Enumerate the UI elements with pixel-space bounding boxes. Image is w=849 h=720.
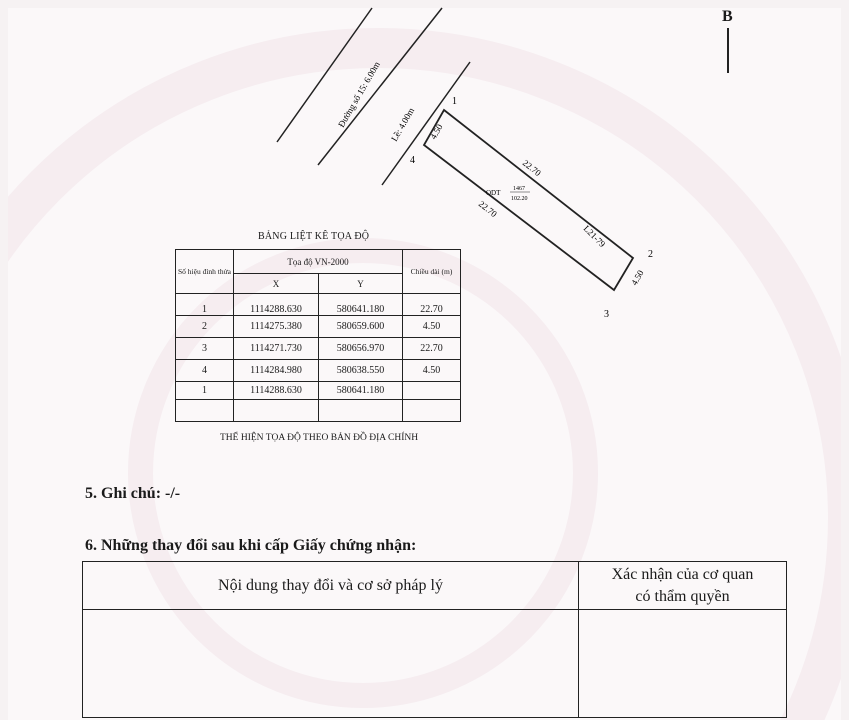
parcel-number: 1467 <box>513 186 525 192</box>
edge-length-left: 4.50 <box>428 122 445 141</box>
cell-y: 580641.180 <box>319 382 403 400</box>
cell-x: 1114288.630 <box>234 382 319 400</box>
changes-confirm-header <box>579 562 787 610</box>
parcel-label: ODT <box>486 189 501 197</box>
changes-content-header: Nội dung thay đổi và cơ sở pháp lý <box>83 562 579 610</box>
cell-x: 1114284.980 <box>234 360 319 382</box>
coord-table-note: THỂ HIỆN TỌA ĐỘ THEO BẢN ĐỒ ĐỊA CHÍNH <box>220 433 419 443</box>
table-row-empty <box>176 400 461 422</box>
road-edge-left <box>277 8 372 142</box>
north-label: B <box>722 8 733 25</box>
cell-point: 1 <box>176 294 234 316</box>
cell-x: 1114271.730 <box>234 338 319 360</box>
cell-length: 4.50 <box>403 316 461 338</box>
cell-point: 2 <box>176 316 234 338</box>
sheet-label: L21-79 <box>581 223 608 250</box>
coord-table-title: BẢNG LIỆT KÊ TỌA ĐỘ <box>258 231 370 242</box>
table-row <box>176 382 461 400</box>
edge-length-right: 4.50 <box>629 268 646 287</box>
cell-y: 580641.180 <box>319 294 403 316</box>
cell-x: 1114288.630 <box>234 294 319 316</box>
cell-y: 580656.970 <box>319 338 403 360</box>
cell-point: 4 <box>176 360 234 382</box>
changes-confirm-header-line1: Xác nhận của cơ quan <box>611 565 754 583</box>
col-point-header: Số hiệu đỉnh thửa <box>176 250 234 294</box>
parcel-area: 102.20 <box>511 196 528 202</box>
cell-length: 22.70 <box>403 294 461 316</box>
changes-confirm-cell <box>579 610 787 718</box>
sidewalk-edge <box>382 62 470 185</box>
col-y-header: Y <box>319 274 403 294</box>
changes-content-cell <box>83 610 579 718</box>
table-row <box>176 294 461 316</box>
section-5-note: 5. Ghi chú: -/- <box>85 485 181 502</box>
table-row <box>176 338 461 360</box>
cell-y: 580659.600 <box>319 316 403 338</box>
vertex-label-3: 3 <box>604 309 609 320</box>
vertex-label-2: 2 <box>648 249 653 260</box>
changes-table <box>82 561 787 718</box>
vertex-label-1: 1 <box>452 96 457 107</box>
edge-length-bottom: 22.70 <box>476 198 499 220</box>
road-edge-right <box>318 8 442 165</box>
cell-length <box>403 382 461 400</box>
sidewalk-label: Lề: 4.00m <box>389 105 417 143</box>
col-x-header: X <box>234 274 319 294</box>
road-label: Đường số 15: 6.00m <box>336 59 382 129</box>
changes-confirm-header-line2: có thẩm quyền <box>635 587 730 605</box>
col-length-header: Chiều dài (m) <box>403 250 461 294</box>
cell-length: 4.50 <box>403 360 461 382</box>
cell-point: 3 <box>176 338 234 360</box>
table-row <box>176 360 461 382</box>
cell-x: 1114275.380 <box>234 316 319 338</box>
table-row <box>176 316 461 338</box>
cell-length: 22.70 <box>403 338 461 360</box>
edge-length-top: 22.70 <box>520 157 543 179</box>
col-group-header: Tọa độ VN-2000 <box>234 250 403 274</box>
section-6-heading: 6. Những thay đổi sau khi cấp Giấy chứng nhận: <box>85 537 417 554</box>
changes-row-empty <box>83 610 787 718</box>
vertex-label-4: 4 <box>410 155 415 166</box>
cell-y: 580638.550 <box>319 360 403 382</box>
coordinate-table <box>175 249 461 422</box>
cell-point: 1 <box>176 382 234 400</box>
